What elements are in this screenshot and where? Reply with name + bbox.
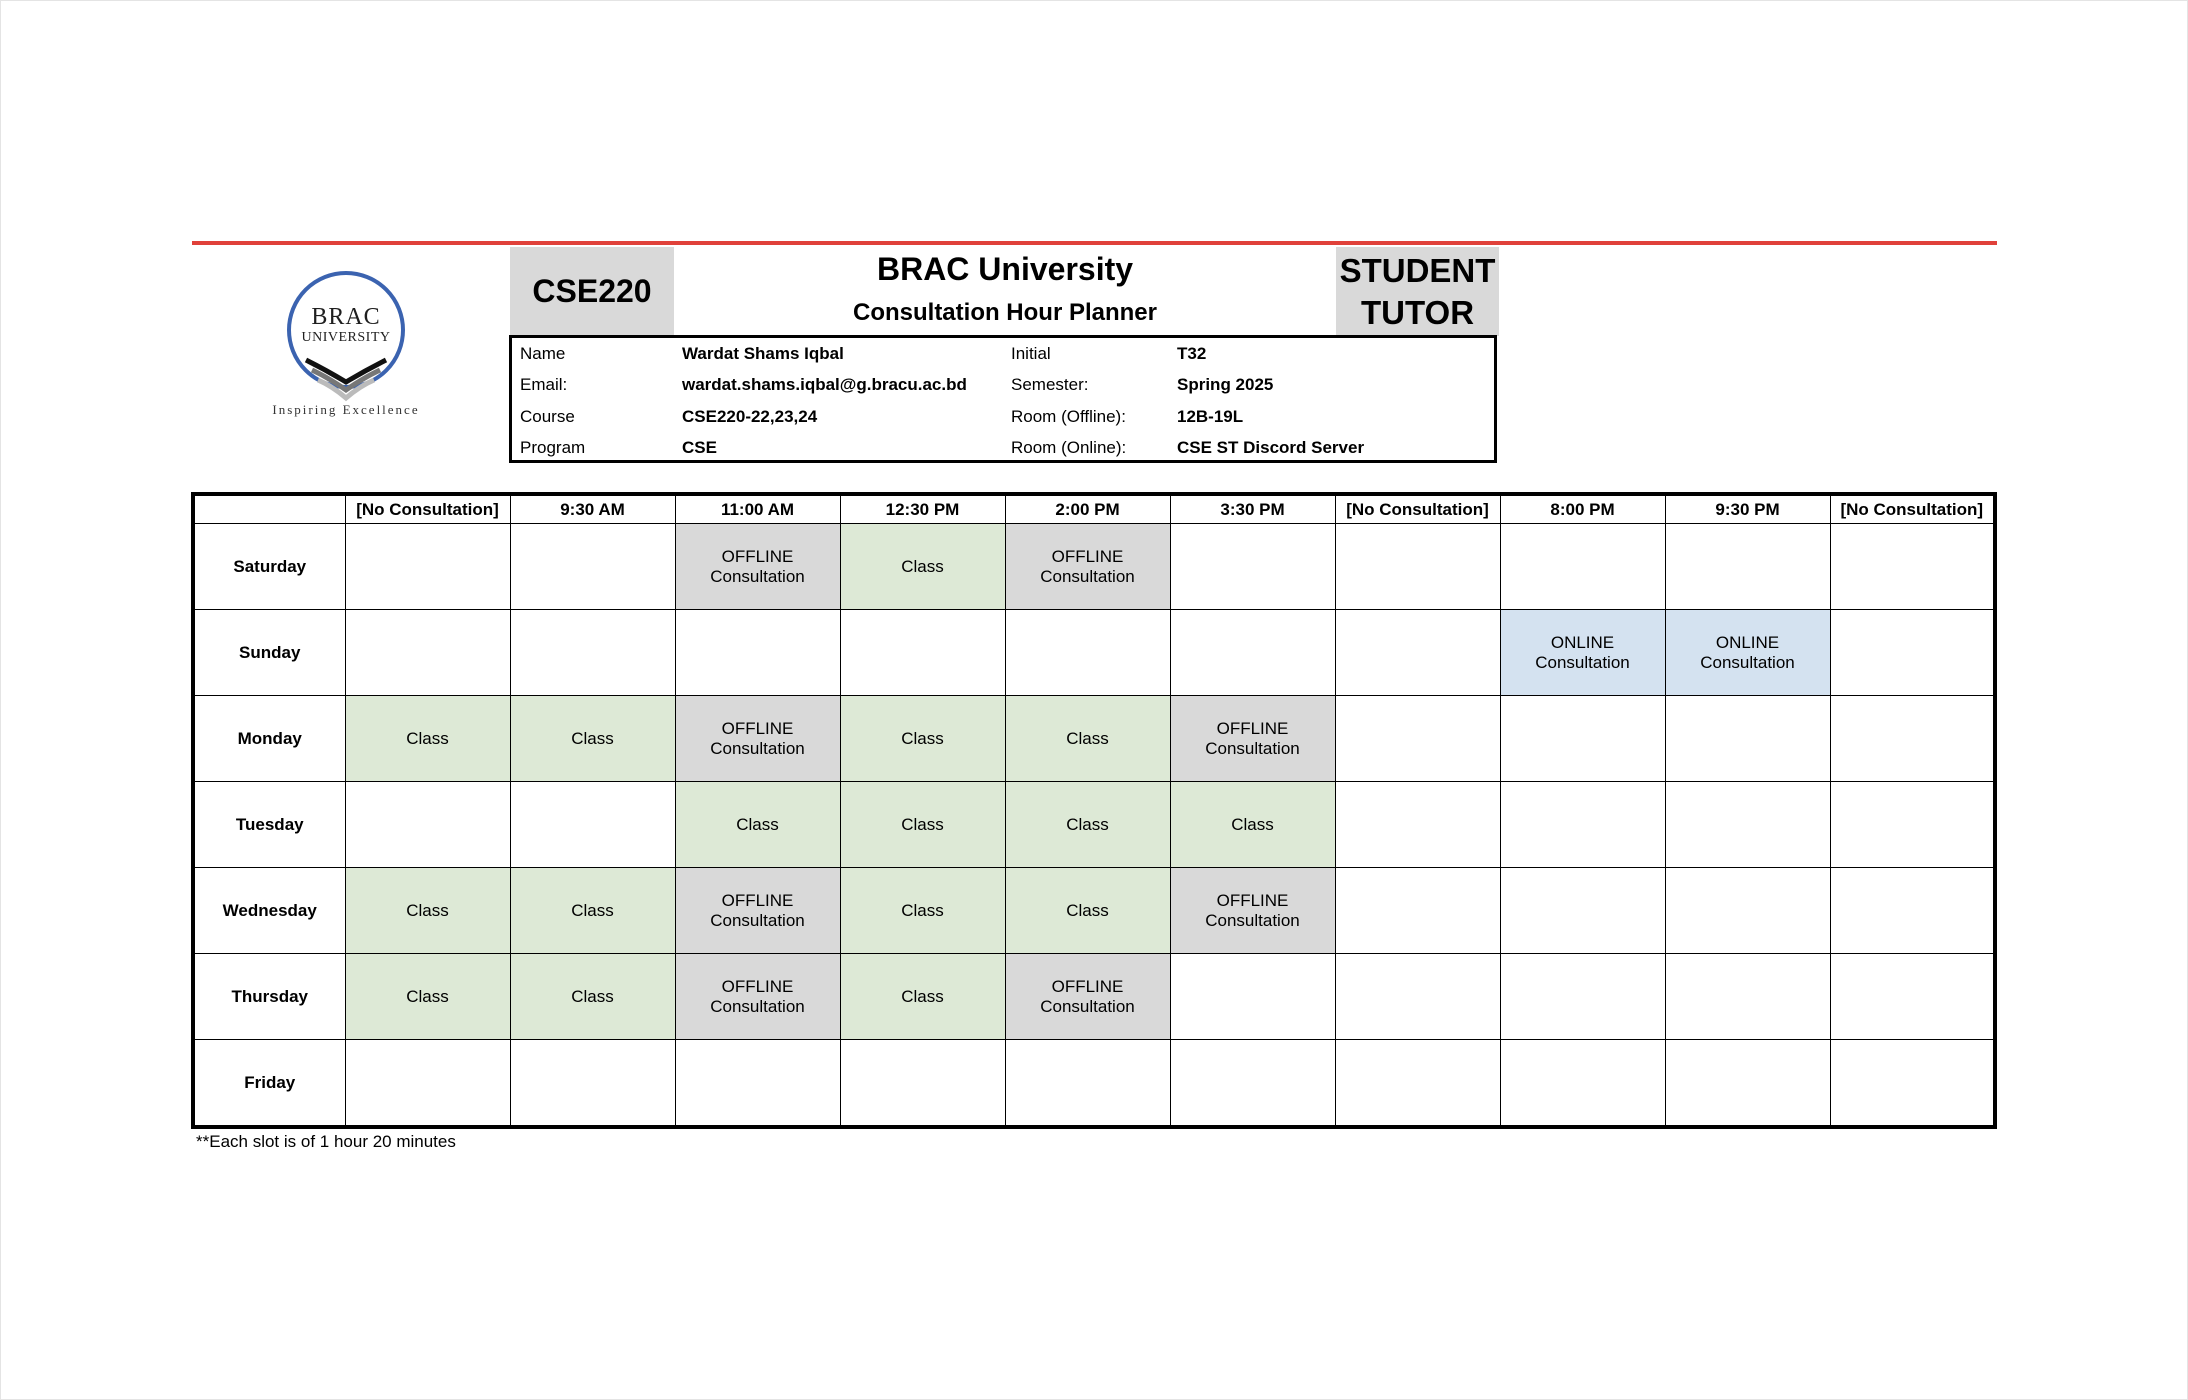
schedule-cell	[1005, 524, 1170, 610]
schedule-cell	[510, 954, 675, 1040]
schedule-cell	[510, 610, 675, 696]
schedule-cell	[675, 524, 840, 610]
schedule-cell	[1500, 868, 1665, 954]
schedule-cell	[1170, 610, 1335, 696]
schedule-cell	[1005, 610, 1170, 696]
cell-text: OFFLINE Consultation	[1205, 718, 1300, 758]
cell-text: Class	[571, 900, 614, 920]
schedule-cell	[1500, 782, 1665, 868]
schedule-cell	[1335, 696, 1500, 782]
cell-text: Class	[406, 728, 449, 748]
logo-tagline: Inspiring Excellence	[272, 402, 420, 417]
room-offline-value: 12B-19L	[1177, 407, 1244, 426]
slot-header: 9:30 AM	[510, 494, 675, 524]
cell-text: Class	[571, 986, 614, 1006]
schedule-cell	[345, 954, 510, 1040]
slot-header: 3:30 PM	[1170, 494, 1335, 524]
cell-text: Class	[406, 986, 449, 1006]
email-value: wardat.shams.iqbal@g.bracu.ac.bd	[682, 375, 967, 394]
day-label: Monday	[193, 696, 345, 782]
cell-text: Class	[1066, 900, 1109, 920]
cell-text: ONLINE Consultation	[1700, 632, 1795, 672]
slot-header: 11:00 AM	[675, 494, 840, 524]
schedule-cell	[1170, 782, 1335, 868]
schedule-cell	[840, 782, 1005, 868]
schedule-cell	[675, 782, 840, 868]
schedule-cell	[1830, 524, 1995, 610]
schedule-cell	[1830, 696, 1995, 782]
schedule-row-thursday	[193, 954, 1995, 1040]
program-label: Program	[520, 438, 586, 457]
schedule-cell	[1170, 1040, 1335, 1128]
slot-header: 9:30 PM	[1665, 494, 1830, 524]
course-value: CSE220-22,23,24	[682, 407, 818, 426]
room-online-label: Room (Online):	[1011, 438, 1127, 457]
schedule-cell	[510, 696, 675, 782]
room-online-value: CSE ST Discord Server	[1177, 438, 1365, 457]
course-code: CSE220	[510, 247, 674, 336]
brac-university-logo	[262, 270, 430, 420]
cell-text: Class	[901, 814, 944, 834]
slot-header: 8:00 PM	[1500, 494, 1665, 524]
name-label: Name	[520, 344, 566, 363]
schedule-cell	[510, 782, 675, 868]
cell-text: OFFLINE Consultation	[710, 890, 805, 930]
cell-text: Class	[736, 814, 779, 834]
schedule-cell	[1335, 954, 1500, 1040]
schedule-row-monday	[193, 696, 1995, 782]
cell-text: Class	[901, 728, 944, 748]
schedule-cell	[510, 868, 675, 954]
slot-header: 12:30 PM	[840, 494, 1005, 524]
schedule-cell	[1500, 954, 1665, 1040]
schedule-cell	[840, 868, 1005, 954]
cell-text: OFFLINE Consultation	[710, 976, 805, 1016]
schedule-cell	[675, 954, 840, 1040]
role-badge	[1336, 247, 1499, 336]
schedule-cell	[345, 868, 510, 954]
schedule-cell	[345, 696, 510, 782]
planner-title: Consultation Hour Planner	[852, 299, 1157, 326]
schedule-cell	[840, 1040, 1005, 1128]
schedule-cell	[1665, 782, 1830, 868]
slot-header: [No Consultation]	[1830, 494, 1995, 524]
schedule-cell	[1830, 868, 1995, 954]
tutor-info-box	[509, 335, 1497, 463]
schedule-row-saturday	[193, 524, 1995, 610]
schedule-cell	[1005, 954, 1170, 1040]
cell-text: Class	[901, 986, 944, 1006]
schedule-cell	[840, 610, 1005, 696]
schedule-cell	[840, 954, 1005, 1040]
schedule-cell	[1830, 782, 1995, 868]
schedule-cell	[840, 696, 1005, 782]
cell-text: OFFLINE Consultation	[710, 546, 805, 586]
day-label: Tuesday	[193, 782, 345, 868]
semester-value: Spring 2025	[1177, 375, 1274, 394]
schedule-cell	[675, 610, 840, 696]
schedule-cell	[1335, 1040, 1500, 1128]
schedule-cell	[1665, 524, 1830, 610]
header-rule	[192, 241, 1997, 245]
initial-value: T32	[1177, 344, 1207, 363]
schedule-cell	[1665, 696, 1830, 782]
schedule-cell	[1005, 696, 1170, 782]
schedule-cell	[345, 1040, 510, 1128]
schedule-cell	[345, 610, 510, 696]
logo-subname: UNIVERSITY	[301, 330, 391, 345]
schedule-row-tuesday	[193, 782, 1995, 868]
cell-text: OFFLINE Consultation	[1040, 976, 1135, 1016]
schedule-cell	[1005, 782, 1170, 868]
cell-text: ONLINE Consultation	[1535, 632, 1630, 672]
schedule-cell	[1170, 868, 1335, 954]
day-label: Wednesday	[193, 868, 345, 954]
schedule-row-friday	[193, 1040, 1995, 1128]
course-label: Course	[520, 407, 575, 426]
footnote: **Each slot is of 1 hour 20 minutes	[196, 1132, 456, 1151]
day-label: Friday	[193, 1040, 345, 1128]
initial-label: Initial	[1011, 344, 1051, 363]
cell-text: Class	[406, 900, 449, 920]
schedule-cell	[345, 524, 510, 610]
logo-name: BRAC	[311, 304, 381, 330]
university-title: BRAC University	[876, 251, 1134, 287]
cell-text: Class	[1066, 814, 1109, 834]
program-value: CSE	[682, 438, 717, 457]
schedule-cell	[1500, 696, 1665, 782]
room-offline-label: Room (Offline):	[1011, 407, 1126, 426]
schedule-cell	[1830, 610, 1995, 696]
day-label: Sunday	[193, 610, 345, 696]
semester-label: Semester:	[1011, 375, 1089, 394]
schedule-cell	[345, 782, 510, 868]
corner-cell	[193, 494, 345, 524]
role-line-1: STUDENT	[1339, 251, 1496, 289]
schedule-cell	[1665, 610, 1830, 696]
schedule-row-wednesday	[193, 868, 1995, 954]
schedule-cell	[840, 524, 1005, 610]
schedule-cell	[510, 1040, 675, 1128]
schedule-cell	[675, 868, 840, 954]
slot-header: [No Consultation]	[345, 494, 510, 524]
schedule-cell	[1335, 782, 1500, 868]
cell-text: Class	[901, 556, 944, 576]
schedule-cell	[1665, 1040, 1830, 1128]
schedule-row-sunday	[193, 610, 1995, 696]
schedule-cell	[1665, 868, 1830, 954]
cell-text: Class	[1231, 814, 1274, 834]
cell-text: OFFLINE Consultation	[1040, 546, 1135, 586]
slot-header: [No Consultation]	[1335, 494, 1500, 524]
name-value: Wardat Shams Iqbal	[682, 344, 844, 363]
cell-text: Class	[901, 900, 944, 920]
consultation-schedule-table	[191, 492, 1997, 1129]
cell-text: Class	[571, 728, 614, 748]
schedule-cell	[1170, 524, 1335, 610]
schedule-cell	[1830, 954, 1995, 1040]
schedule-cell	[675, 696, 840, 782]
email-label: Email:	[520, 375, 568, 394]
schedule-body	[193, 524, 1995, 1128]
schedule-cell	[510, 524, 675, 610]
role-line-2: TUTOR	[1360, 293, 1475, 331]
schedule-cell	[1500, 524, 1665, 610]
schedule-cell	[1500, 1040, 1665, 1128]
schedule-cell	[1830, 1040, 1995, 1128]
cell-text: OFFLINE Consultation	[710, 718, 805, 758]
schedule-cell	[1335, 610, 1500, 696]
cell-text: Class	[1066, 728, 1109, 748]
schedule-cell	[675, 1040, 840, 1128]
schedule-cell	[1335, 524, 1500, 610]
schedule-cell	[1005, 868, 1170, 954]
schedule-cell	[1170, 696, 1335, 782]
cell-text: OFFLINE Consultation	[1205, 890, 1300, 930]
slot-header: 2:00 PM	[1005, 494, 1170, 524]
schedule-cell	[1335, 868, 1500, 954]
schedule-cell	[1170, 954, 1335, 1040]
schedule-cell	[1500, 610, 1665, 696]
day-label: Thursday	[193, 954, 345, 1040]
slot-header-row	[193, 494, 1995, 524]
schedule-cell	[1665, 954, 1830, 1040]
day-label: Saturday	[193, 524, 345, 610]
schedule-cell	[1005, 1040, 1170, 1128]
